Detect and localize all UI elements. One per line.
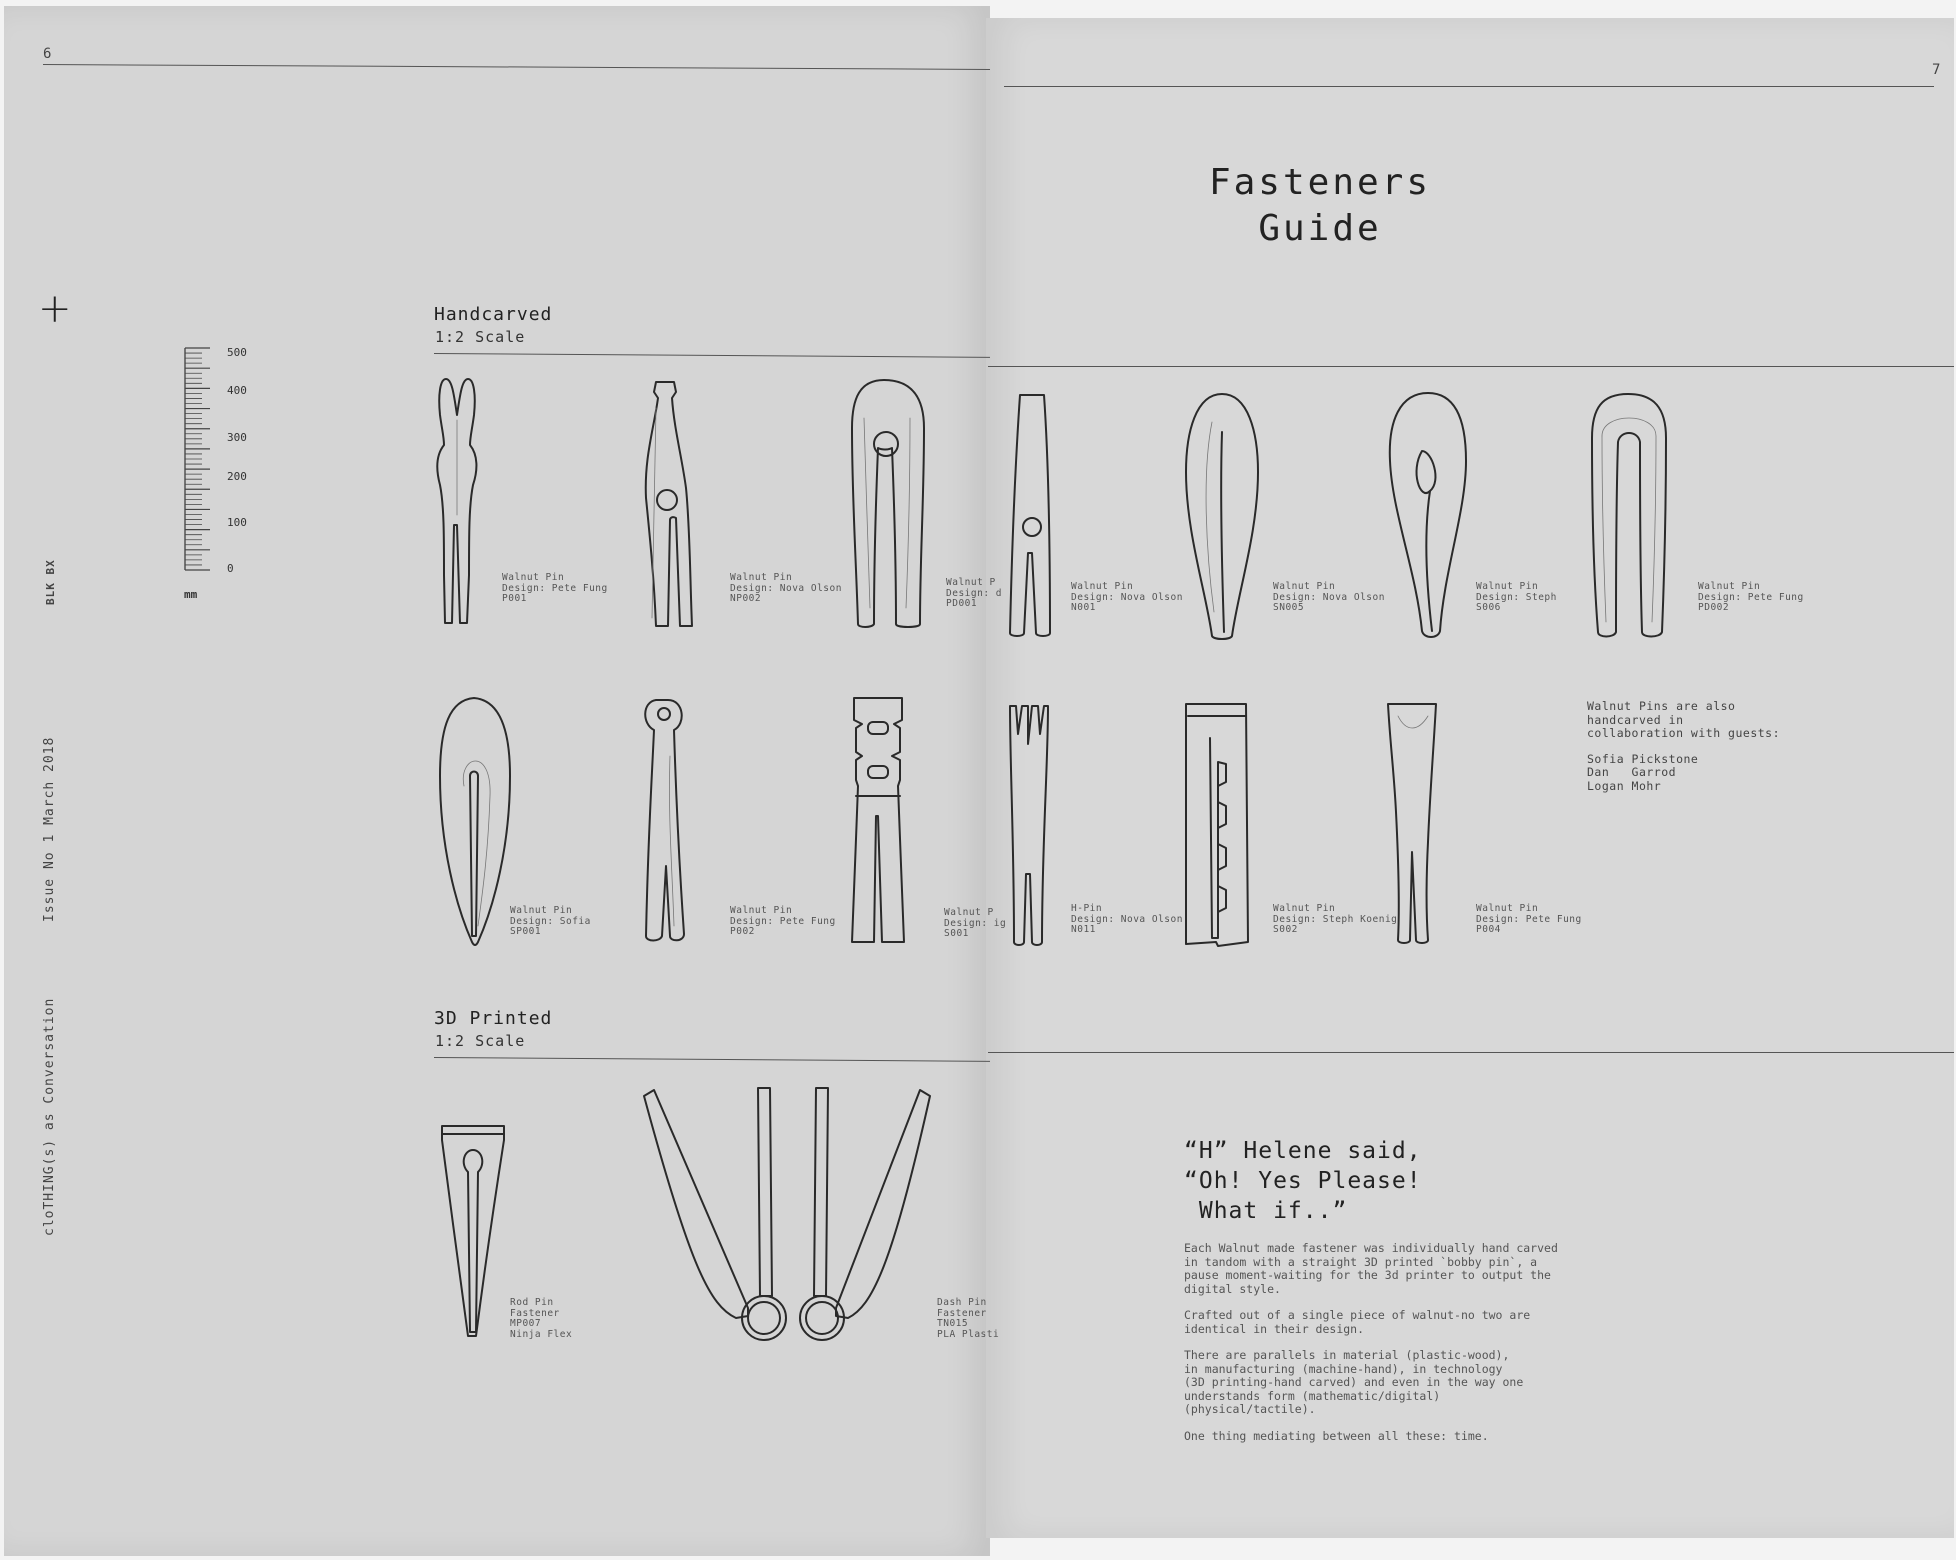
right-page-number: 7 bbox=[1932, 62, 1941, 78]
caption-s001: Walnut P Design: ig S001 bbox=[944, 907, 1007, 939]
walnut-pin-p001-drawing bbox=[432, 375, 482, 627]
left-page-number: 6 bbox=[43, 46, 52, 62]
walnut-pin-s001-drawing bbox=[848, 696, 908, 950]
collab-guest-1: Sofia Pickstone bbox=[1587, 751, 1699, 766]
handcarved-title: Handcarved bbox=[434, 304, 553, 325]
plus-symbol: + bbox=[38, 286, 72, 332]
printed-title: 3D Printed bbox=[434, 1008, 553, 1029]
caption-tn015: Dash Pin Fastener TN015 PLA Plasti bbox=[937, 1297, 1000, 1340]
body-paragraph-2: Crafted out of a single piece of walnut-no two are identical in their design. bbox=[1184, 1308, 1531, 1336]
body-paragraph-1: Each Walnut made fastener was individually hand carved in tandom with a straight 3D printed `bobby pin`, a pause moment-waiting for the 3d printer to output the digital style. bbox=[1184, 1241, 1558, 1296]
scale-unit: mm bbox=[184, 588, 198, 601]
walnut-pin-p004-drawing bbox=[1384, 702, 1440, 946]
caption-sn005: Walnut Pin Design: Nova Olson SN005 bbox=[1273, 581, 1385, 613]
dash-pin-tn015-drawing bbox=[640, 1086, 940, 1342]
scale-label-500: 500 bbox=[227, 346, 247, 359]
body-text bbox=[1184, 1242, 1604, 1456]
caption-s006: Walnut Pin Design: Steph S006 bbox=[1476, 581, 1557, 613]
guide-title bbox=[1160, 160, 1480, 252]
walnut-pin-pd001-drawing bbox=[848, 378, 928, 632]
collab-guest-2: Dan Garrod bbox=[1587, 765, 1677, 779]
caption-n011: H-Pin Design: Nova Olson N011 bbox=[1071, 903, 1183, 935]
guide-title-line2: Guide bbox=[1258, 208, 1382, 249]
issue-label: Issue No 1 March 2018 bbox=[42, 736, 57, 922]
collab-intro-3: collaboration with guests: bbox=[1587, 726, 1781, 740]
caption-pd001: Walnut P Design: d PD001 bbox=[946, 577, 1002, 609]
printed-scale: 1:2 Scale bbox=[435, 1032, 526, 1050]
brand-label: BLK BX bbox=[44, 559, 57, 605]
scale-label-400: 400 bbox=[227, 384, 247, 397]
caption-sp001: Walnut Pin Design: Sofia SP001 bbox=[510, 905, 591, 937]
walnut-pin-s002-drawing bbox=[1182, 702, 1252, 948]
body-paragraph-3: There are parallels in material (plastic-wood), in manufacturing (machine-hand), in technology (3D printing-hand carved) and even in the way one understands form (mathematic/digital) (physical/tactile). bbox=[1184, 1348, 1524, 1416]
handcarved-rule-right bbox=[988, 366, 1954, 367]
h-pin-n011-drawing bbox=[1006, 704, 1050, 948]
walnut-pin-sp001-drawing bbox=[436, 696, 514, 946]
scale-label-100: 100 bbox=[227, 516, 247, 529]
caption-n001: Walnut Pin Design: Nova Olson N001 bbox=[1071, 581, 1183, 613]
walnut-pin-np002-drawing bbox=[640, 378, 696, 630]
right-top-rule bbox=[1004, 86, 1934, 87]
scale-label-300: 300 bbox=[227, 431, 247, 444]
caption-s002: Walnut Pin Design: Steph Koenig S002 bbox=[1273, 903, 1398, 935]
printed-rule-right bbox=[988, 1052, 1954, 1053]
walnut-pin-pd002-drawing bbox=[1588, 392, 1670, 642]
caption-p004: Walnut Pin Design: Pete Fung P004 bbox=[1476, 903, 1582, 935]
scale-label-200: 200 bbox=[227, 470, 247, 483]
caption-p001: Walnut Pin Design: Pete Fung P001 bbox=[502, 572, 608, 604]
collab-intro-1: Walnut Pins are also bbox=[1587, 699, 1736, 713]
caption-pd002: Walnut Pin Design: Pete Fung PD002 bbox=[1698, 581, 1804, 613]
walnut-pin-p002-drawing bbox=[638, 696, 690, 946]
collab-intro-2: handcarved in bbox=[1587, 712, 1684, 727]
helene-quote: “H” Helene said, “Oh! Yes Please! What if..” bbox=[1184, 1138, 1422, 1224]
collab-guest-3: Logan Mohr bbox=[1587, 778, 1662, 793]
body-paragraph-4: One thing mediating between all these: time. bbox=[1184, 1428, 1489, 1443]
caption-np002: Walnut Pin Design: Nova Olson NP002 bbox=[730, 572, 842, 604]
handcarved-scale: 1:2 Scale bbox=[435, 328, 526, 346]
walnut-pin-s006-drawing bbox=[1386, 391, 1470, 641]
rod-pin-mp007-drawing bbox=[440, 1124, 506, 1340]
collab-note bbox=[1587, 700, 1780, 793]
mm-scale-ruler bbox=[180, 344, 270, 574]
scale-label-0: 0 bbox=[227, 562, 234, 575]
walnut-pin-sn005-drawing bbox=[1182, 392, 1262, 642]
walnut-pin-n001-drawing bbox=[1006, 393, 1052, 641]
caption-p002: Walnut Pin Design: Pete Fung P002 bbox=[730, 905, 836, 937]
series-title: cloTHING(s) as Conversation bbox=[42, 997, 57, 1236]
guide-title-line1: Fasteners bbox=[1208, 162, 1432, 203]
caption-mp007: Rod Pin Fastener MP007 Ninja Flex bbox=[510, 1297, 573, 1340]
